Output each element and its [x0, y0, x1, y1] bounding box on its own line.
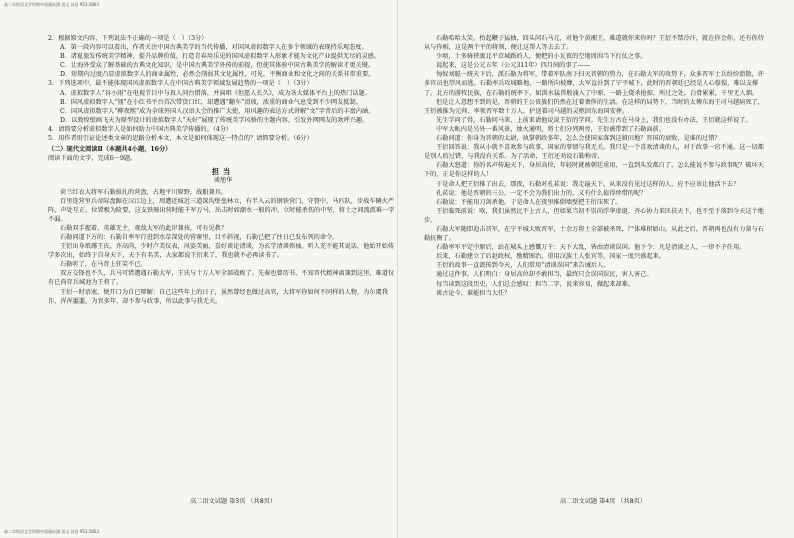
story-paragraph: 石勒大军随即追击晋军，在宁平城大败晋军，十余万将士全部被杀死，尸体堆积如山。从此之后，晋朝再也没有力量与石勒抗衡了。 [424, 225, 764, 243]
question-3: 3．下列选项中，最不能体现国风虚拟数字人在中国古典美学领域发展趋势的一项是（ ）（3分） [48, 80, 313, 88]
story-paragraph: 少顷，十多骑挟裹北平京城路的人，便把的小瓦夜的空地周围当下打仗之事。 [436, 53, 647, 61]
option-3c: C．国风虚拟数字人“柳夜熙”成为全球外国人汉语大会的推广大使，用风趣的表达方式讲解“文”字背后的丰富内涵。 [60, 107, 375, 115]
story-paragraph: 王衍的故事一直流传到今天，人们常用“清谈误国”来告诫后人。 [436, 262, 610, 270]
story-paragraph: 石勒双手握着。英雄无主，观敌大军的此岸兼孩，可有见教？ [60, 224, 228, 232]
left-page [48, 34, 398, 489]
story-paragraph: 每当读到这段历史，人们总会感叹：担当二字，说来容易，做起来却难。 [436, 280, 634, 288]
option-3b: B．国风虚拟数字人“翎”在小红书平台首次带货口红，却遭遇“翻车”滑坡，浓重的商业气息受到不少网友抵制。 [60, 98, 362, 106]
option-2a: A．第一段内容可以看出，作者关注中国古典美学的当代传播，对国风虚拟数字人在多个领域的表现持乐观态度。 [60, 44, 368, 52]
question-2: 2．根据原文内容，下列说法不正确的一项是（ ）（3分） [48, 35, 208, 42]
story-paragraph: 荷兰红衣大将军石勒拔扎的营盘，占地平川原野，战船兼具。 [60, 188, 228, 196]
story-paragraph: 后来，石勒建立了后赵政权，励精图治，重用汉族士人张宾等，国家一度兴盛起来。 [436, 253, 665, 261]
story-paragraph: 于是命人把王衍推了出去，那夜，石勒对孔苌说：我走遍天下，从来没有见过这样的人，应不应该让他活下去？ [436, 180, 740, 188]
story-paragraph: 中军大帐内是另外一番风景，烛火通明，将士们分列两旁，王衍被带到了石勒面前。 [436, 125, 665, 133]
story-paragraph: 石勒问道下方的：石勒自率军行进到水草深处的营寨里，目不斜视，石勒已把了往日已发布列的命令。 [60, 233, 339, 241]
story-paragraph: 双方交锋也不久，兵马可惜遭遇石勒大军，王氏与十万人军全部战败了。先秦也曾历书，不知晋代精神离兼到这里，难道仅有已尚存兵城池为王将了。 [48, 270, 395, 287]
section-heading: （二）现代文阅读Ⅱ（本题共4小题，16分） [48, 146, 172, 154]
story-paragraph: 孔苌说：他是晋朝的三公，一定不会为我们出力的，又有什么值得珍惜的呢？ [436, 189, 647, 197]
option-3a: A．虚拟数字人“谷小雨”在电视节目中与真人同台错落，并演唱《但愿人长久》，成为各大媒体平台上的热门话题。 [60, 89, 371, 97]
story-paragraph: 石勒听了，在马背上狂笑不已。 [60, 261, 147, 269]
story-paragraph: 石勒哈哈大笑，抬起鞭子猛抽，回头问石马元，对他个黄湘王，难道就你来你吗？王衍不禁冷汗，就在你会你，还有你侍从与你相，这是两个平的将领，便让这帮人等去去了。 [424, 35, 764, 52]
option-2d: D．短期内过度凸显虚拟数字人的商业属性，必然会削弱其文化属性，可见，平衡商业和文化之间的关系非常重要。 [60, 71, 375, 79]
story-paragraph: 石勒率军平定中原后，站在城头上感慨万千：天下大乱，皆由清谈误国。他下令：凡是清谈之人，一律不予任用。 [436, 244, 746, 252]
story-paragraph: 石勒说：不能用刀剑杀他。于是命人在夜里推倒墙壁把王衍压死了。 [436, 198, 622, 206]
story-paragraph: 石勒大怒道：你的名声传遍天下，身居高位，年轻时就被朝廷重用，一直到头发都白了，怎么能说不参与政事呢？破坏天下的，正是你这样的人！ [424, 162, 764, 179]
header-strip: 高二年级语文学科期中质量检测 语文 试卷 953,5863 [4, 2, 99, 7]
story-paragraph: 匈奴刘聪一统天下后，派石勒为将军，带着军队南下扫灭晋朝的势力，在石勒大军的攻势下，众多晋军士兵纷纷溃散，许多官员也望风而逃。石勒率兵攻城略地，一路所向披靡，大军直扑到了宁平城下，此时的晋朝廷已经是人心惶惶，难以支撑了。北方的游牧民族，在石勒的统率下，如洪水猛兽般涌入了中原，一路上烧杀抢掠，所过之处，白骨累累，千里无人烟。 [424, 71, 764, 97]
option-3d: D．以敦煌壁画飞天为原型设计的虚拟数字人“天好”展现了传统美学风格的主题内容，引发外网网友的欢呼兴趣。 [60, 116, 369, 124]
page-number-right: 高二语文试题 第4页 （共8页） [560, 498, 647, 505]
story-paragraph: 王衍临死前说：唉，我们虽然比不上古人，但如果当初不崇尚浮华虚诞，齐心协力来匡扶天下，也不至于落到今天这个地步。 [424, 207, 764, 224]
question-5: 5．用作者用引证论述类文章的思路分析本文，本文是如何体现这一特点的？请简要分析。（6分） [48, 135, 313, 143]
question-4: 4．请简要分析虚拟数字人是如何助力中国古典美学传播的。（4分） [48, 125, 233, 133]
footer-strip: 高二年级语文学科期中质量检测 语文 试卷 953,5863 [4, 529, 99, 534]
section-intro: 阅读下面的文字，完成6～9题。 [48, 155, 137, 163]
story-title: 担当 [211, 167, 235, 177]
story-author: 谈旭华 [213, 177, 233, 185]
story-paragraph: 王衍回答说：我从小就不喜欢参与政事，国家的事情与我无关。我只是一个喜欢清谈的人，对于政事一窍不通。这一切都是别人的过错，与我没有关系。为了活命，王衍还劝说石勒称帝。 [424, 144, 764, 161]
story-paragraph: 王衍一时语塞，便开口为自已辩解：自己这些年上的日子，虽然曾经也做过高官，大将军你如何不同样的人物，为尔虞我诈、浑浑噩噩，为官多年，却不参与政事，所以此事与我无关。 [48, 288, 388, 305]
story-paragraph: 百里连营里兵帝际盘踞在汉江边上，周遭近城近三道深沟壁垒林立，有半入云的钢铁营门，守督中，马匹队，步战车辆火严阵，声处互正，位置极为险要，这支铁骑出营时能千军万马，出击时如潮水一般的冲。立时能杀伤的中坚，将士之间流派难一字不漏。 [48, 197, 395, 223]
story-paragraph: 先生学问了得，石勒问马来，上前来请他说说王衍的学问。先生万古在马身上，我们也没有办法，王衍就这样说了。 [436, 116, 752, 124]
story-paragraph: 石勒问道：你身为晋朝的太尉，执掌朝政多年，怎么会使国家落到这般田地？晋国的衰败，是谁的过错？ [436, 135, 721, 143]
story-paragraph: 谈古论今，谁能担当大任？ [436, 289, 511, 297]
option-2b: B．诸夏旅发传统美学精神，提升品牌价值，打造青春用乐见的国风虚拟数字人形象才能为文化产业提供无尽的灵感。 [60, 53, 381, 61]
option-2c: C．让海外受众了解基础的古典文化知识，是中国古典美学外传的前提，但使其体验中国古典美学的解读才更关键。 [60, 62, 375, 70]
story-paragraph: 但是让人意想不到的是，晋朝的王公贵族们仍然在过着奢侈的生活。在这样的局势下，当时的太傅东海王司马越病死了，王衍被推为元帅，率领晋军数十万人，护送着司马越的灵柩回东海国安葬。 [424, 98, 764, 115]
story-paragraph: 通过这件事，人们明白：身居高位却不敢担当，最终只会误国误民，害人害己。 [436, 271, 653, 279]
page-number-left: 高二语文试题 第3页 （共8页） [190, 498, 277, 505]
right-page [424, 34, 770, 489]
story-paragraph: 说起来，这是公元五年（公元311年）四月间的事了—— [436, 62, 591, 70]
story-paragraph: 王衍出身琅琊王氏，齐高尚，少时卢美仪表，风姿美丽，喜好谈论清谈，为玄学清谈领袖。听人充不能其说话，他始开始传学多次出，始终于自身天下，天下有名美，大家都说王衍来了，我也就不必再读书了。 [48, 243, 395, 260]
